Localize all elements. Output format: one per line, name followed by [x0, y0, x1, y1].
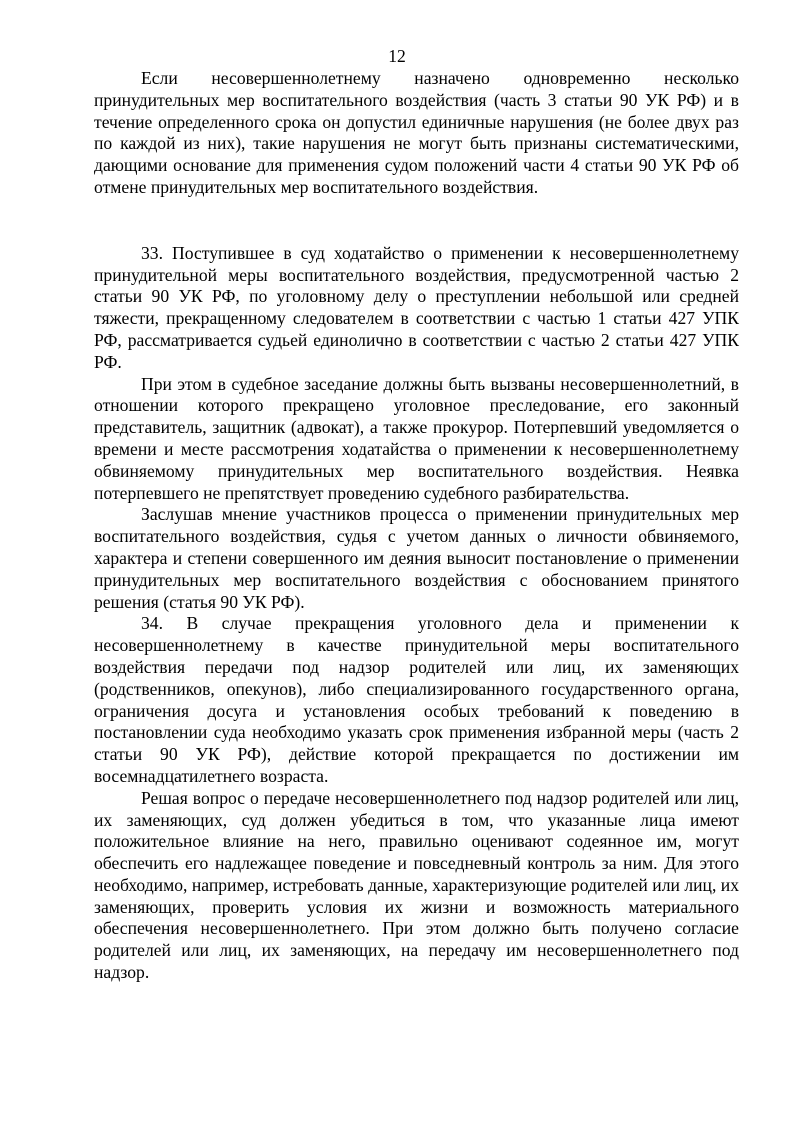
- paragraph-court-session-participants: При этом в судебное заседание должны быть вызваны несовершеннолетний, в отношении которого прекращено уголовное преследование, его законный представитель, защитник (адвокат), а также прокурор. Потерпевший уведомляется о времени и месте рассмотрения ходатайства о применении к несовершеннолетнему обвиняемому принудительных мер воспитательного воздействия. Неявка потерпевшего не препятствует проведению судебного разбирательства.: [94, 373, 739, 503]
- document-body: [94, 68, 739, 984]
- paragraph-item-33: 33. Поступившее в суд ходатайство о применении к несовершеннолетнему принудительной меры воспитательного воздействия, предусмотренной частью 2 статьи 90 УК РФ, по уголовному делу о преступлении небольшой или средней тяжести, прекращенному следователем в соответствии с частью 1 статьи 427 УПК РФ, рассматривается судьей единолично в соответствии с частью 2 статьи 427 УПК РФ.: [94, 242, 739, 372]
- paragraph-item-34: 34. В случае прекращения уголовного дела и применении к несовершеннолетнему в качестве принудительной меры воспитательного воздействия передачи под надзор родителей или лиц, их заменяющих (родственников, опекунов), либо специализированного государственного органа, ограничения досуга и установления особых требований к поведению в постановлении суда необходимо указать срок применения избранной меры (часть 2 статьи 90 УК РФ), действие которой прекращается по достижении им восемнадцатилетнего возраста.: [94, 613, 739, 786]
- paragraph-judge-decision: Заслушав мнение участников процесса о применении принудительных мер воспитательного воздействия, судья с учетом данных о личности обвиняемого, характера и степени совершенного им деяния выносит постановление о применении принудительных мер воспитательного воздействия с обоснованием принятого решения (статья 90 УК РФ).: [94, 504, 739, 612]
- page-number: 12: [388, 46, 406, 66]
- paragraph-measures-violations: Если несовершеннолетнему назначено одновременно несколько принудительных мер воспитательного воздействия (часть 3 статьи 90 УК РФ) и в течение определенного срока он допустил единичные нарушения (не более двух раз по каждой из них), такие нарушения не могут быть признаны систематическими, дающими основание для применения судом положений части 4 статьи 90 УК РФ об отмене принудительных мер воспитательного воздействия.: [94, 68, 739, 197]
- paragraph-parental-supervision: Решая вопрос о передаче несовершеннолетнего под надзор родителей или лиц, их заменяющих, суд должен убедиться в том, что указанные лица имеют положительное влияние на него, правильно оценивают содеянное им, могут обеспечить его надлежащее поведение и повседневный контроль за ним. Для этого необходимо, например, истребовать данные, характеризующие родителей или лиц, их заменяющих, проверить условия их жизни и возможность материального обеспечения несовершеннолетнего. При этом должно быть получено согласие родителей или лиц, их заменяющих, на передачу им несовершеннолетнего под надзор.: [94, 787, 739, 983]
